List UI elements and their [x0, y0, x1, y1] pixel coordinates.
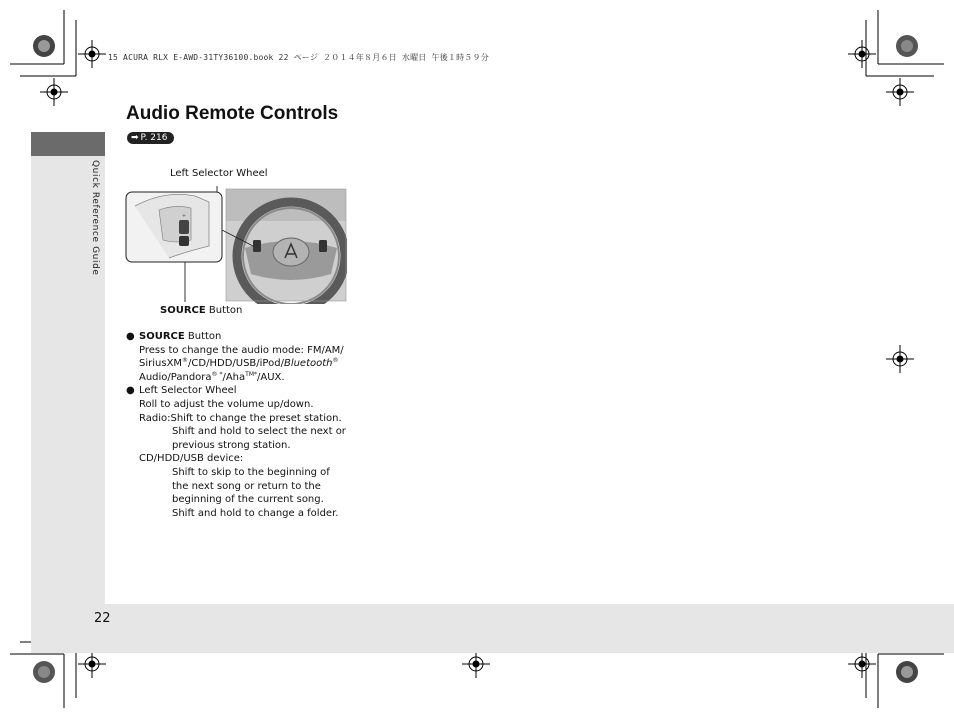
source-line-3c: /AUX. — [257, 371, 285, 383]
side-tab[interactable] — [31, 132, 105, 156]
source-item-bold: SOURCE — [139, 331, 185, 342]
cd-line-2: the next song or return to the — [172, 480, 321, 492]
callout-source-button — [160, 305, 242, 316]
source-line-2a: SiriusXM — [139, 358, 183, 370]
source-line-1: Press to change the audio mode: FM/AM/ — [139, 344, 344, 356]
source-line-2 — [126, 357, 356, 371]
cd-label: CD/HDD/USB device: — [139, 453, 244, 465]
list-item-wheel — [126, 384, 356, 398]
cd-line-1: Shift to skip to the beginning of — [172, 466, 330, 478]
page-reference-link[interactable] — [127, 132, 174, 144]
callout-source-bold: SOURCE — [160, 305, 206, 316]
source-line-2b: /CD/HDD/USB/iPod/ — [188, 358, 284, 370]
source-item-rest: Button — [184, 331, 222, 342]
print-header: 15 ACURA RLX E-AWD-31TY36100.book 22 ページ ２０１４年８月６日 水曜日 午後１時５９分 — [108, 53, 489, 62]
page-number: 22 — [94, 611, 111, 626]
cd-line-4: Shift and hold to change a folder. — [172, 507, 339, 519]
callout-source-rest: Button — [205, 305, 243, 316]
page-title: Audio Remote Controls — [126, 103, 339, 124]
wheel-line-1: Roll to adjust the volume up/down. — [139, 398, 314, 410]
radio-label: Radio: — [139, 412, 171, 424]
cd-line-3: beginning of the current song. — [172, 494, 324, 506]
svg-text:+: + — [181, 213, 187, 219]
source-line-3b: /Aha — [222, 371, 246, 383]
arrow-right-icon: ➡ — [131, 133, 139, 143]
source-line-2-italic: Bluetooth — [283, 358, 333, 370]
bullet-icon: ● — [126, 331, 135, 342]
source-line-3a: Audio/Pandora — [139, 371, 212, 383]
radio-row — [126, 412, 356, 426]
footer-band — [31, 604, 954, 653]
radio-line-1: Shift to change the preset station. — [170, 412, 342, 424]
registered-mark: ® — [182, 357, 189, 365]
description-list — [126, 330, 356, 520]
source-line-3 — [126, 371, 356, 385]
registered-mark: ® — [332, 357, 339, 365]
bullet-icon: ● — [126, 385, 135, 397]
radio-line-2: Shift and hold to select the next or — [172, 426, 346, 438]
page-reference-text: P. 216 — [140, 133, 168, 143]
wheel-item-label: Left Selector Wheel — [139, 385, 237, 397]
radio-line-3: previous strong station. — [172, 439, 291, 451]
side-label: Quick Reference Guide — [90, 160, 100, 276]
trademark-asterisk: TM* — [245, 370, 257, 378]
callout-left-selector-wheel: Left Selector Wheel — [170, 168, 268, 179]
steering-wheel-illustration — [125, 186, 347, 304]
list-item-source — [126, 330, 356, 344]
registered-asterisk: ® * — [211, 370, 223, 378]
